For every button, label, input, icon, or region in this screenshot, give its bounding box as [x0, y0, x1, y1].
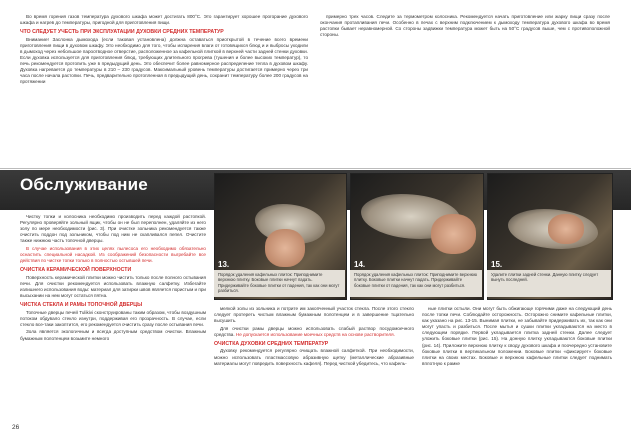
paragraph: примерно трех часов. Следите за термометром колосника. Рекомендуется начать приготовление или жарку пищи сразу после окончания протапливания печи. Особенно в печах с верхним подключением к дымоходу температура духового шкафа во время растопки бывает неравномерной. Со стороны задвижки температура может быть на 50°C градусов выше, чем с противоположной стороны. — [320, 14, 610, 38]
bottom-right-column — [422, 306, 612, 369]
hand — [431, 214, 476, 254]
bottom-mid-column — [214, 306, 414, 368]
hand — [265, 229, 305, 267]
paragraph: Зола является экологичным и всегда доступным средством очистки. Влажным бумажным полотенцем возьмите немного — [20, 329, 206, 341]
photo-caption: Удалите плитки задней стенки. Данную плитку следует вынуть последней. — [487, 270, 611, 297]
paragraph-warning: В случае использования в этих целях пылесоса его необходимо обязательно оснастить специальной насадкой. Из соображений безопасности выгребайте все действия по чистке топки только в полностью остывшей печи. — [20, 246, 206, 264]
page-number: 26 — [12, 424, 20, 431]
text: Для очистки рамы дверцы можно использовать слабый раствор посудомоечного средства. — [214, 325, 414, 337]
paragraph — [214, 326, 414, 338]
heading-oven-cleaning: ОЧИСТКА ДУХОВКИ СРЕДНИХ ТЕМПЕРАТУР — [214, 341, 329, 348]
paragraph: мелкой золы из зольника и потрите им закопченный участок стекла. После этого стекло следует протереть чистым влажным бумажным полотенцем и в завершение тщательно высушить. — [214, 306, 414, 324]
photo-number: 13. — [218, 260, 230, 269]
paragraph: ные плитки остыли. Они могут быть обжигающе горячими даже на следующий день после топки печи. Соблюдайте осторожность. Осторожно снимите кафельные плитки, как указано на рис. 13-15. Вынимая плитки, не забывайте придерживать их, так как они могут упасть и разбиться. После мытья и сушки плитки укладываются на место в следующем порядке. Первой укладывается плитка задней стенки. Далее следует уложить боковые плитки (рис. 15). На донную плитку укладываются боковые плитки (рис. 14). Приложите верхнюю плитку к своду духового шкафа и поочередно установите боковые плитки в вертикальном положении. Боковые плитки «фиксирует» боковые плитки на своих местах. Боковые и верхнюю кафельные плитки следует поднимать вплотную к рамке — [422, 306, 612, 366]
mid-left-column — [20, 214, 206, 343]
paragraph: Чистку топки и колосника необходимо производить перед каждой растопкой. Регулярно проверяйте зольный ящик, чтобы он не был переполнен, удаляйте из него золу по мере необходимости (рис. 3). При очистке зольника рекомендуется также очистить поддон под зольником, чтобы под ним не скапливался пепел. Очистите также нижнюю часть топочной дверцы. — [20, 214, 206, 244]
paragraph: Духовку рекомендуется регулярно очищать влажной салфеткой. При необходимости, можно использовать пластмассовую абразивную щетку (металлические абразивные материалы могут повредить поверхность кафеля). Перед чисткой убедитесь, что кафель- — [214, 348, 414, 366]
paragraph: Внимание! Заслонка дымохода (если таковая установлена) должна оставаться приоткрытой в течение всего времени приготовления пищи в духовом шкафу. Это необходимо для того, чтобы испарения влаги от готовящихся блюд и и выбросы уходили в дымоход через небольшое пароотводное отверстие, расположенное за кафельной плиткой в верхней части задней стенки духовки. Если духовка используется для приготовления блюд, требующих длительного прогрева (тушения и более высоких температур), то печь рекомендуется протопить уже в предыдущий день. Это обеспечит более равномерное распределение тепла в духовом шкафу. Духовка нагревается до температуры в 210 – 230 градусов. Максимальный уровень температуры достигается примерно через три часа после начала растопки. Печь, предварительно протопленная в предыдущий день, сохранит температуру более 200 градусов на протяжении — [20, 36, 308, 85]
section-title: Обслуживание — [20, 175, 148, 194]
paragraph: Во время горения газов температура духового шкафа может достигать 800°C. Это гарантирует хорошее прогорание духового шкафа и нагрев до температуры, пригодной для приготовления пищи. — [20, 14, 308, 26]
top-left-column — [20, 14, 308, 87]
hand — [548, 214, 584, 244]
divider — [0, 168, 631, 169]
top-right-column — [320, 14, 610, 40]
paragraph: Поверхность керамической плитки можно чистить только после полного остывания печи. Для очистки рекомендуется использовать влажную салфетку. Избегайте излишнего использования воды: материал для затирки швов является пористым и при высыхании на нем могут остаться пятна. — [20, 274, 206, 299]
photo-number: 15. — [491, 260, 503, 269]
photo-caption: Порядок удаления кафельных плиток: Приподнимите верхнюю плитку. Боковые плитки начнут падать. Придерживайте боковые плитки от падения, так как они могут разбиться. — [214, 270, 345, 297]
heading-oven-usage: ЧТО СЛЕДУЕТ УЧЕСТЬ ПРИ ЭКСПЛУАТАЦИИ ДУХОВКИ СРЕДНИХ ТЕМПЕРАТУР — [20, 29, 224, 36]
text-warning: Не допускается использование моечных средств на основе растворителя. — [235, 331, 395, 337]
photo-number: 14. — [354, 260, 366, 269]
paragraph: Топочные дверцы печей Tulikivi сконструированы таким образом, чтобы воздушным потоком обдувало стекло изнутри, поддерживая его прозрачность. В случае, если стекло все-таки закоптится, его рекомендуется очистить сразу после остывания печи. — [20, 309, 206, 327]
heading-glass: ЧИСТКА СТЕКЛА И РАМЫ ТОПОЧНОЙ ДВЕРЦЫ — [20, 302, 143, 309]
heading-ceramic: ОЧИСТКА КЕРАМИЧЕСКОЙ ПОВЕРХНОСТИ — [20, 267, 132, 274]
photo-caption: Порядок удаления кафельных плиток: Приподнимите верхнюю плитку. Боковые плитки начнут падать. Придерживайте боковые плитки от падения, так как они могут разбиться. — [350, 270, 482, 297]
